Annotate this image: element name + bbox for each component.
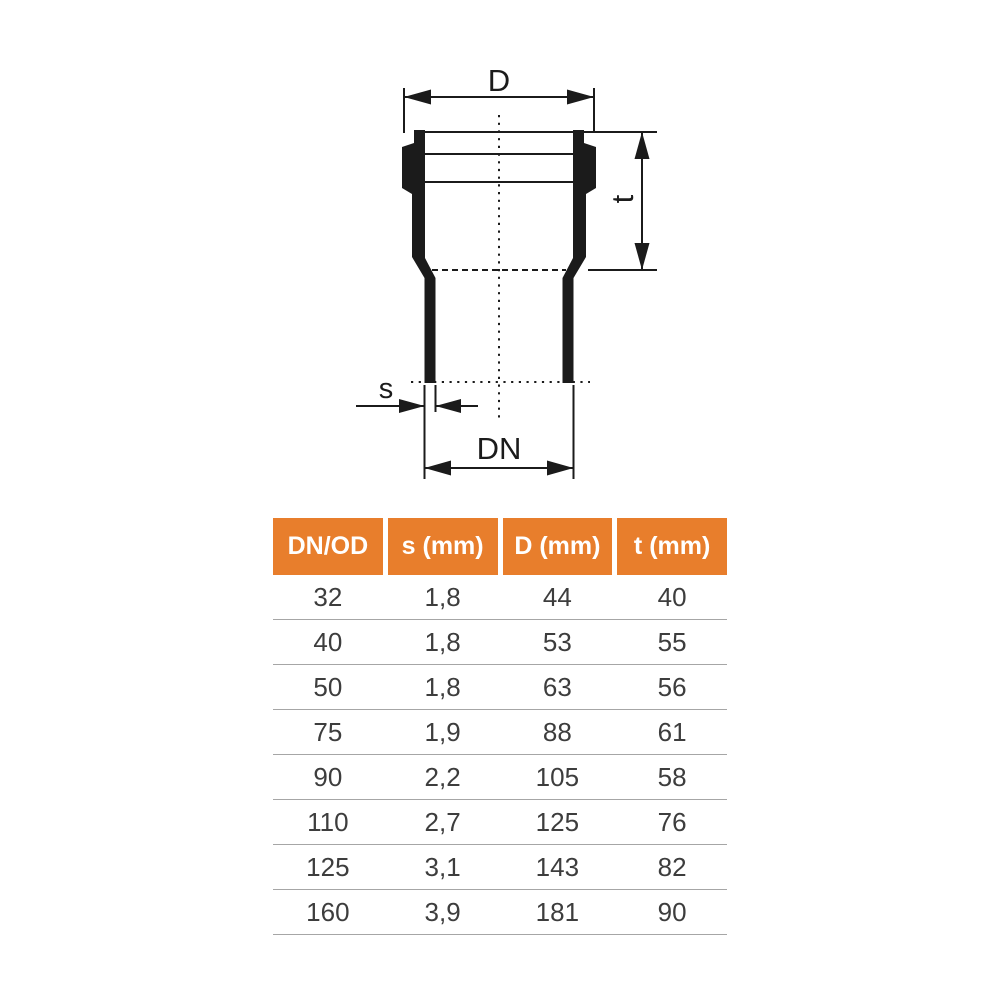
s-arrowhead-right bbox=[436, 399, 462, 413]
column-header-d: D (mm) bbox=[503, 518, 613, 575]
column-header-dn-od: DN/OD bbox=[273, 518, 383, 575]
cell-t: 55 bbox=[657, 626, 687, 657]
dn-arrowhead-right bbox=[547, 461, 574, 476]
dimension-dn bbox=[425, 385, 574, 479]
cell-s: 1,9 bbox=[424, 716, 461, 747]
column-header-s: s (mm) bbox=[388, 518, 498, 575]
cell-t: 58 bbox=[657, 761, 687, 792]
cell-t: 61 bbox=[657, 716, 687, 747]
dn-arrowhead-left bbox=[425, 461, 452, 476]
cell-s: 1,8 bbox=[424, 626, 461, 657]
cell-dn-od: 160 bbox=[306, 896, 350, 927]
cell-d: 44 bbox=[542, 581, 572, 612]
t-dimension-label: t bbox=[605, 194, 640, 204]
cell-dn-od: 90 bbox=[313, 761, 343, 792]
t-arrowhead-bottom bbox=[635, 243, 650, 270]
cell-d: 88 bbox=[542, 716, 572, 747]
table-row bbox=[273, 575, 727, 620]
fitting-right-wall bbox=[563, 130, 597, 383]
cell-t: 40 bbox=[657, 581, 687, 612]
table-row bbox=[273, 890, 727, 935]
table-row bbox=[273, 800, 727, 845]
cell-t: 90 bbox=[657, 896, 687, 927]
table-row bbox=[273, 710, 727, 755]
cell-dn-od: 125 bbox=[306, 851, 350, 882]
cell-d: 105 bbox=[535, 761, 580, 792]
dimension-s bbox=[356, 373, 478, 479]
cell-dn-od: 110 bbox=[307, 806, 349, 837]
cell-s: 1,8 bbox=[424, 581, 461, 612]
cell-d: 53 bbox=[542, 626, 572, 657]
dimension-d bbox=[404, 63, 594, 133]
cell-dn-od: 40 bbox=[313, 626, 343, 657]
dn-dimension-label: DN bbox=[476, 431, 522, 466]
column-header-t: t (mm) bbox=[617, 518, 727, 575]
cell-d: 63 bbox=[542, 671, 572, 702]
cell-s: 2,7 bbox=[424, 806, 461, 837]
d-dimension-label: D bbox=[487, 63, 511, 98]
cell-dn-od: 32 bbox=[313, 581, 343, 612]
table-row bbox=[273, 665, 727, 710]
table-row bbox=[273, 845, 727, 890]
cell-t: 82 bbox=[657, 851, 687, 882]
dimension-table bbox=[273, 518, 727, 935]
s-arrowhead-left bbox=[399, 399, 425, 413]
cell-d: 181 bbox=[535, 896, 580, 927]
s-dimension-label: s bbox=[378, 373, 394, 405]
cell-s: 2,2 bbox=[424, 761, 461, 792]
cell-d: 125 bbox=[535, 806, 580, 837]
cell-d: 143 bbox=[535, 851, 580, 882]
cell-s: 1,8 bbox=[424, 671, 461, 702]
cell-s: 3,9 bbox=[424, 896, 461, 927]
cell-dn-od: 75 bbox=[313, 716, 343, 747]
d-arrowhead-left bbox=[404, 90, 431, 105]
fitting-left-wall bbox=[402, 130, 436, 383]
d-arrowhead-right bbox=[567, 90, 594, 105]
dimension-t bbox=[605, 132, 650, 270]
cell-s: 3,1 bbox=[424, 851, 461, 882]
cell-dn-od: 50 bbox=[313, 671, 343, 702]
t-arrowhead-top bbox=[635, 132, 650, 159]
cell-t: 56 bbox=[657, 671, 687, 702]
table-header-row bbox=[273, 518, 727, 575]
table-row bbox=[273, 755, 727, 800]
table-row bbox=[273, 620, 727, 665]
cell-t: 76 bbox=[657, 806, 687, 837]
